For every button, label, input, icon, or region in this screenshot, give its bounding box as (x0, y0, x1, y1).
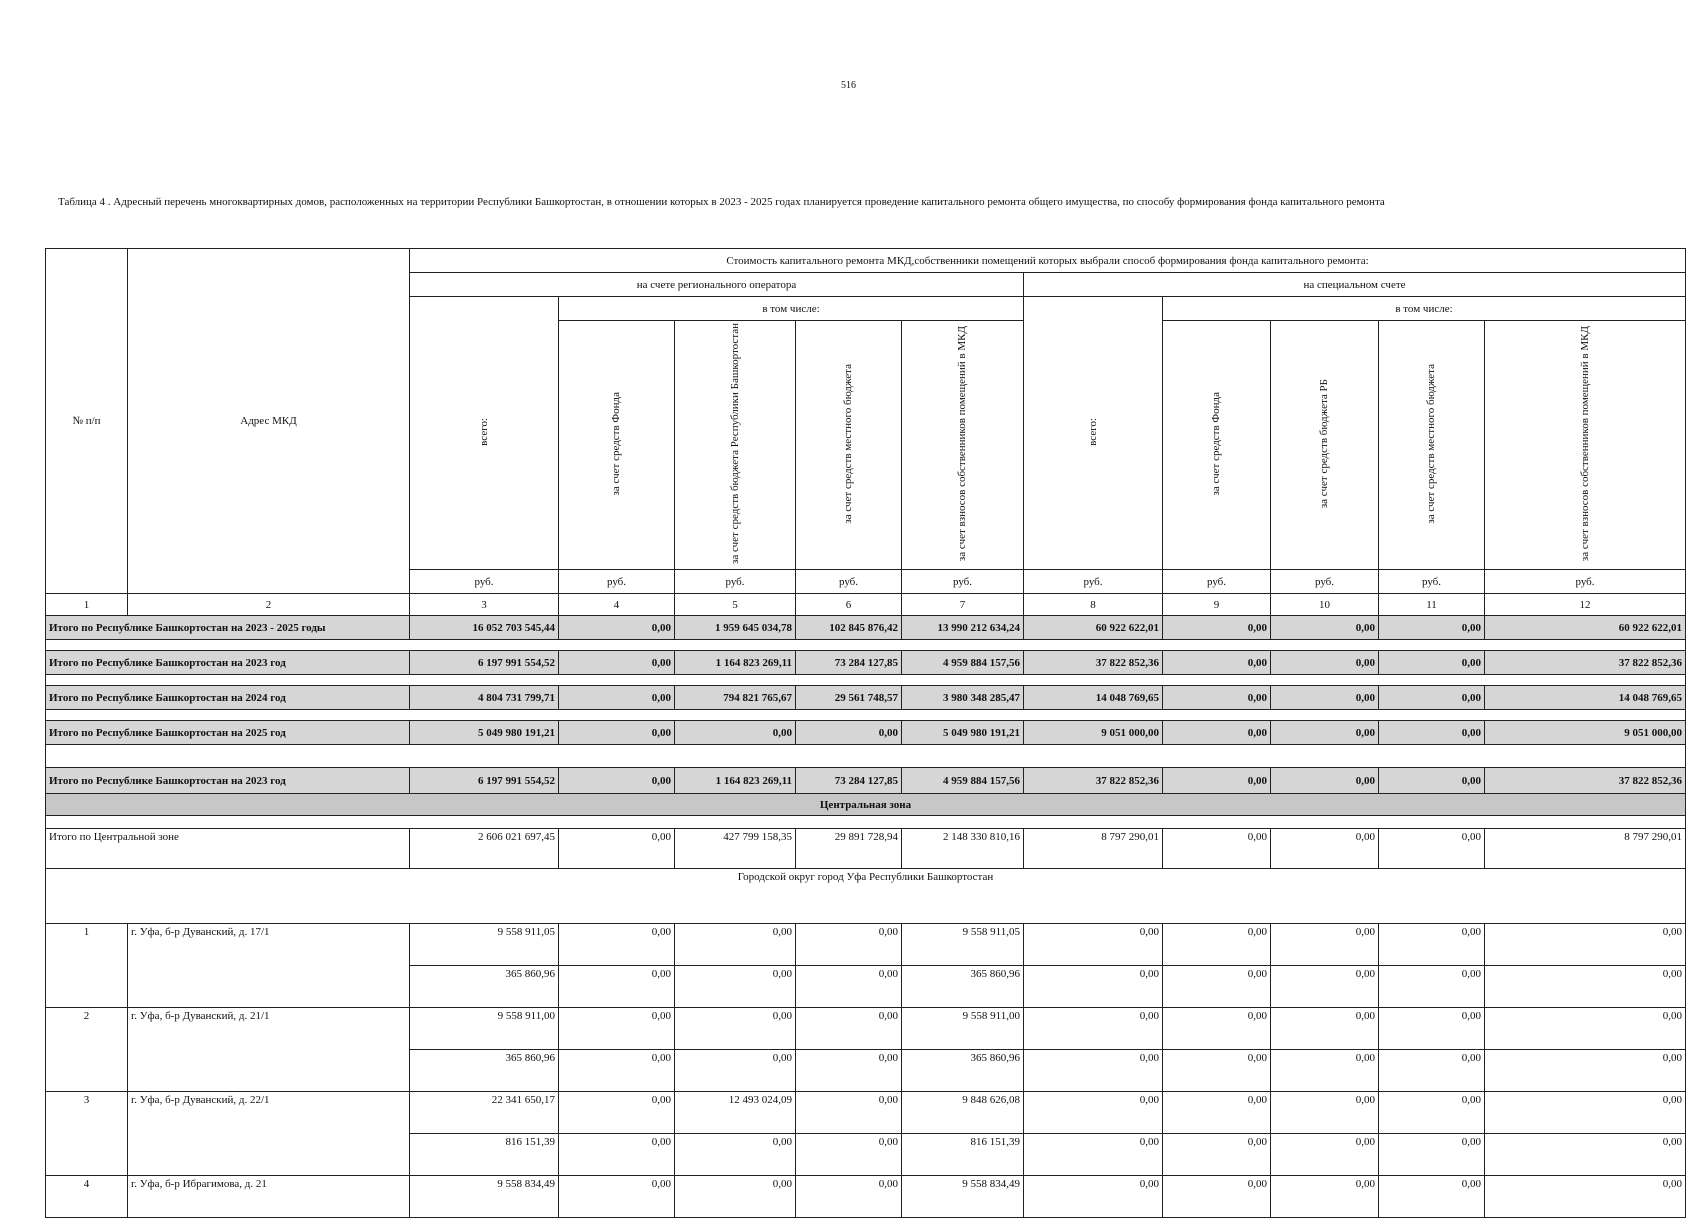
value-cell: 0,00 (1271, 686, 1379, 710)
value-cell: 0,00 (1163, 651, 1271, 675)
value-cell: 102 845 876,42 (796, 616, 902, 640)
header-special-local-budget: за счет средств местного бюджета (1379, 321, 1485, 570)
unit-cell: руб. (1163, 570, 1271, 594)
value-cell: 0,00 (1379, 1050, 1485, 1092)
value-cell: 0,00 (1271, 616, 1379, 640)
value-cell: 4 804 731 799,71 (410, 686, 559, 710)
value-cell: 0,00 (1163, 1008, 1271, 1050)
total-row (46, 616, 1686, 640)
header-regional-rb-budget: за счет средств бюджета Республики Башкортостан (675, 321, 796, 570)
separator-row (46, 675, 1686, 686)
city-label: Городской округ город Уфа Республики Башкортостан (46, 869, 1686, 924)
value-cell: 8 797 290,01 (1485, 829, 1686, 869)
value-cell: 5 049 980 191,21 (410, 721, 559, 745)
value-cell: 0,00 (675, 924, 796, 966)
value-cell: 0,00 (559, 966, 675, 1008)
value-cell: 365 860,96 (410, 1050, 559, 1092)
value-cell: 0,00 (559, 651, 675, 675)
value-cell: 0,00 (1163, 1176, 1271, 1218)
column-number: 9 (1163, 594, 1271, 616)
separator-row (46, 745, 1686, 756)
value-cell: 0,00 (1485, 1050, 1686, 1092)
value-cell: 0,00 (1485, 1176, 1686, 1218)
value-cell: 0,00 (1379, 1008, 1485, 1050)
value-cell: 0,00 (1163, 1092, 1271, 1134)
value-cell: 816 151,39 (902, 1134, 1024, 1176)
column-number: 6 (796, 594, 902, 616)
header-regional-including: в том числе: (559, 297, 1024, 321)
zone-row (46, 794, 1686, 816)
total-row (46, 686, 1686, 710)
separator-row (46, 640, 1686, 651)
header-special-fund: за счет средств Фонда (1163, 321, 1271, 570)
value-cell: 9 558 911,00 (410, 1008, 559, 1050)
separator-row (46, 755, 1686, 768)
value-cell: 0,00 (675, 1134, 796, 1176)
value-cell: 0,00 (796, 1050, 902, 1092)
house-row (46, 924, 1686, 966)
value-cell: 4 959 884 157,56 (902, 768, 1024, 794)
value-cell: 0,00 (1485, 966, 1686, 1008)
house-address: г. Уфа, б-р Дуванский, д. 22/1 (128, 1092, 410, 1176)
value-cell: 0,00 (1271, 1050, 1379, 1092)
row-label: Итого по Республике Башкортостан на 2023 год (46, 651, 410, 675)
value-cell: 73 284 127,85 (796, 651, 902, 675)
separator-cell (46, 640, 1686, 651)
value-cell: 9 051 000,00 (1024, 721, 1163, 745)
row-label: Итого по Республике Башкортостан на 2023 - 2025 годы (46, 616, 410, 640)
value-cell: 427 799 158,35 (675, 829, 796, 869)
header-special-rb-budget: за счет средств бюджета РБ (1271, 321, 1379, 570)
value-cell: 365 860,96 (410, 966, 559, 1008)
house-number: 2 (46, 1008, 128, 1092)
zone-label: Центральная зона (46, 794, 1686, 816)
value-cell: 37 822 852,36 (1024, 768, 1163, 794)
value-cell: 0,00 (559, 721, 675, 745)
value-cell: 29 561 748,57 (796, 686, 902, 710)
value-cell: 6 197 991 554,52 (410, 768, 559, 794)
unit-cell: руб. (1379, 570, 1485, 594)
value-cell: 0,00 (1485, 1092, 1686, 1134)
value-cell: 0,00 (675, 1050, 796, 1092)
value-cell: 0,00 (1379, 1134, 1485, 1176)
value-cell: 0,00 (1379, 1176, 1485, 1218)
value-cell: 0,00 (1024, 966, 1163, 1008)
header-regional-total: всего: (410, 297, 559, 570)
value-cell: 22 341 650,17 (410, 1092, 559, 1134)
value-cell: 1 959 645 034,78 (675, 616, 796, 640)
value-cell: 60 922 622,01 (1024, 616, 1163, 640)
header-special-including: в том числе: (1163, 297, 1686, 321)
header-regional-operator: на счете регионального оператора (410, 273, 1024, 297)
house-address: г. Уфа, б-р Дуванский, д. 17/1 (128, 924, 410, 1008)
unit-cell: руб. (675, 570, 796, 594)
unit-cell: руб. (1485, 570, 1686, 594)
value-cell: 0,00 (1024, 1050, 1163, 1092)
value-cell: 0,00 (1379, 651, 1485, 675)
separator-cell (46, 745, 1686, 756)
value-cell: 0,00 (1163, 1050, 1271, 1092)
value-cell: 0,00 (796, 1008, 902, 1050)
house-row (46, 1092, 1686, 1134)
value-cell: 9 558 911,05 (410, 924, 559, 966)
table-caption: Таблица 4 . Адресный перечень многоквартирных домов, расположенных на территории Республики Башкортостан, в отношении которых в 2023 - 2025 годах планируется проведение капитального ремонта общего имущества, по способу формирования фонда капитального ремонта (58, 196, 1385, 208)
separator-cell (46, 816, 1686, 829)
row-label: Итого по Республике Башкортостан на 2024 год (46, 686, 410, 710)
house-address: г. Уфа, б-р Ибрагимова, д. 21 (128, 1176, 410, 1218)
zone-total-row (46, 829, 1686, 869)
column-number: 3 (410, 594, 559, 616)
value-cell: 0,00 (1271, 924, 1379, 966)
value-cell: 0,00 (675, 1008, 796, 1050)
value-cell: 2 148 330 810,16 (902, 829, 1024, 869)
value-cell: 60 922 622,01 (1485, 616, 1686, 640)
value-cell: 0,00 (1379, 1092, 1485, 1134)
row-label: Итого по Республике Башкортостан на 2025 год (46, 721, 410, 745)
value-cell: 0,00 (1271, 721, 1379, 745)
value-cell: 0,00 (796, 966, 902, 1008)
value-cell: 0,00 (675, 721, 796, 745)
value-cell: 29 891 728,94 (796, 829, 902, 869)
value-cell: 2 606 021 697,45 (410, 829, 559, 869)
value-cell: 0,00 (559, 1134, 675, 1176)
value-cell: 0,00 (1271, 768, 1379, 794)
column-number: 11 (1379, 594, 1485, 616)
value-cell: 0,00 (559, 1176, 675, 1218)
value-cell: 8 797 290,01 (1024, 829, 1163, 869)
value-cell: 0,00 (559, 1050, 675, 1092)
value-cell: 1 164 823 269,11 (675, 651, 796, 675)
value-cell: 0,00 (675, 1176, 796, 1218)
value-cell: 0,00 (1163, 616, 1271, 640)
header-special-owners: за счет взносов собственников помещений в МКД (1485, 321, 1686, 570)
header-cost-group: Стоимость капитального ремонта МКД,собственники помещений которых выбрали способ формирования фонда капитального ремонта: (410, 249, 1686, 273)
value-cell: 0,00 (1379, 966, 1485, 1008)
value-cell: 14 048 769,65 (1485, 686, 1686, 710)
column-number: 8 (1024, 594, 1163, 616)
header-regional-fund: за счет средств Фонда (559, 321, 675, 570)
value-cell: 0,00 (1271, 1134, 1379, 1176)
header-special-total: всего: (1024, 297, 1163, 570)
value-cell: 14 048 769,65 (1024, 686, 1163, 710)
value-cell: 16 052 703 545,44 (410, 616, 559, 640)
value-cell: 3 980 348 285,47 (902, 686, 1024, 710)
header-regional-owners: за счет взносов собственников помещений в МКД (902, 321, 1024, 570)
value-cell: 9 848 626,08 (902, 1092, 1024, 1134)
header-regional-local-budget: за счет средств местного бюджета (796, 321, 902, 570)
separator-row (46, 816, 1686, 829)
house-row (46, 1008, 1686, 1050)
column-number: 5 (675, 594, 796, 616)
unit-cell: руб. (1271, 570, 1379, 594)
value-cell: 0,00 (1024, 1176, 1163, 1218)
value-cell: 4 959 884 157,56 (902, 651, 1024, 675)
row-label: Итого по Республике Башкортостан на 2023 год (46, 768, 410, 794)
value-cell: 9 051 000,00 (1485, 721, 1686, 745)
value-cell: 9 558 834,49 (902, 1176, 1024, 1218)
value-cell: 0,00 (1271, 1092, 1379, 1134)
unit-cell: руб. (559, 570, 675, 594)
value-cell: 0,00 (559, 616, 675, 640)
column-number: 12 (1485, 594, 1686, 616)
value-cell: 0,00 (559, 829, 675, 869)
city-row (46, 869, 1686, 924)
value-cell: 0,00 (1163, 829, 1271, 869)
value-cell: 0,00 (1024, 924, 1163, 966)
value-cell: 0,00 (1163, 768, 1271, 794)
value-cell: 0,00 (559, 924, 675, 966)
value-cell: 365 860,96 (902, 1050, 1024, 1092)
value-cell: 37 822 852,36 (1485, 651, 1686, 675)
value-cell: 0,00 (1485, 1008, 1686, 1050)
value-cell: 0,00 (796, 1134, 902, 1176)
total-row (46, 721, 1686, 745)
value-cell: 0,00 (559, 1008, 675, 1050)
value-cell: 13 990 212 634,24 (902, 616, 1024, 640)
value-cell: 1 164 823 269,11 (675, 768, 796, 794)
value-cell: 0,00 (1163, 686, 1271, 710)
value-cell: 0,00 (1379, 924, 1485, 966)
separator-cell (46, 675, 1686, 686)
value-cell: 365 860,96 (902, 966, 1024, 1008)
column-number: 7 (902, 594, 1024, 616)
unit-cell: руб. (410, 570, 559, 594)
value-cell: 5 049 980 191,21 (902, 721, 1024, 745)
value-cell: 0,00 (1485, 1134, 1686, 1176)
value-cell: 6 197 991 554,52 (410, 651, 559, 675)
page-number: 516 (841, 80, 856, 91)
value-cell: 0,00 (1163, 1134, 1271, 1176)
value-cell: 37 822 852,36 (1024, 651, 1163, 675)
unit-cell: руб. (902, 570, 1024, 594)
value-cell: 0,00 (1379, 829, 1485, 869)
value-cell: 0,00 (796, 924, 902, 966)
value-cell: 0,00 (796, 1176, 902, 1218)
house-number: 3 (46, 1092, 128, 1176)
unit-cell: руб. (796, 570, 902, 594)
value-cell: 0,00 (1379, 686, 1485, 710)
value-cell: 0,00 (796, 1092, 902, 1134)
house-address: г. Уфа, б-р Дуванский, д. 21/1 (128, 1008, 410, 1092)
value-cell: 0,00 (1271, 966, 1379, 1008)
unit-cell: руб. (1024, 570, 1163, 594)
value-cell: 0,00 (1163, 966, 1271, 1008)
value-cell: 0,00 (1379, 721, 1485, 745)
value-cell: 0,00 (1024, 1134, 1163, 1176)
value-cell: 0,00 (675, 966, 796, 1008)
column-number: 2 (128, 594, 410, 616)
value-cell: 0,00 (1271, 829, 1379, 869)
value-cell: 0,00 (1379, 616, 1485, 640)
capital-repair-table (45, 248, 1686, 1218)
house-row (46, 1176, 1686, 1218)
value-cell: 0,00 (1163, 721, 1271, 745)
separator-cell (46, 710, 1686, 721)
value-cell: 0,00 (1163, 924, 1271, 966)
value-cell: 0,00 (1024, 1092, 1163, 1134)
column-number: 4 (559, 594, 675, 616)
house-number: 1 (46, 924, 128, 1008)
value-cell: 0,00 (1271, 1176, 1379, 1218)
value-cell: 9 558 911,00 (902, 1008, 1024, 1050)
column-number: 1 (46, 594, 128, 616)
value-cell: 0,00 (796, 721, 902, 745)
total-row (46, 651, 1686, 675)
total-row-2023-repeat (46, 768, 1686, 794)
header-address: Адрес МКД (128, 249, 410, 594)
value-cell: 73 284 127,85 (796, 768, 902, 794)
value-cell: 0,00 (1024, 1008, 1163, 1050)
house-number: 4 (46, 1176, 128, 1218)
header-special-account: на специальном счете (1024, 273, 1686, 297)
value-cell: 12 493 024,09 (675, 1092, 796, 1134)
value-cell: 0,00 (559, 686, 675, 710)
separator-cell (46, 755, 1686, 768)
value-cell: 9 558 911,05 (902, 924, 1024, 966)
separator-row (46, 710, 1686, 721)
value-cell: 0,00 (1271, 651, 1379, 675)
value-cell: 794 821 765,67 (675, 686, 796, 710)
value-cell: 0,00 (1271, 1008, 1379, 1050)
value-cell: 0,00 (559, 768, 675, 794)
value-cell: 9 558 834,49 (410, 1176, 559, 1218)
row-label: Итого по Центральной зоне (46, 829, 410, 869)
column-number: 10 (1271, 594, 1379, 616)
value-cell: 0,00 (1379, 768, 1485, 794)
header-num: № п/п (46, 249, 128, 594)
value-cell: 816 151,39 (410, 1134, 559, 1176)
value-cell: 37 822 852,36 (1485, 768, 1686, 794)
value-cell: 0,00 (1485, 924, 1686, 966)
value-cell: 0,00 (559, 1092, 675, 1134)
